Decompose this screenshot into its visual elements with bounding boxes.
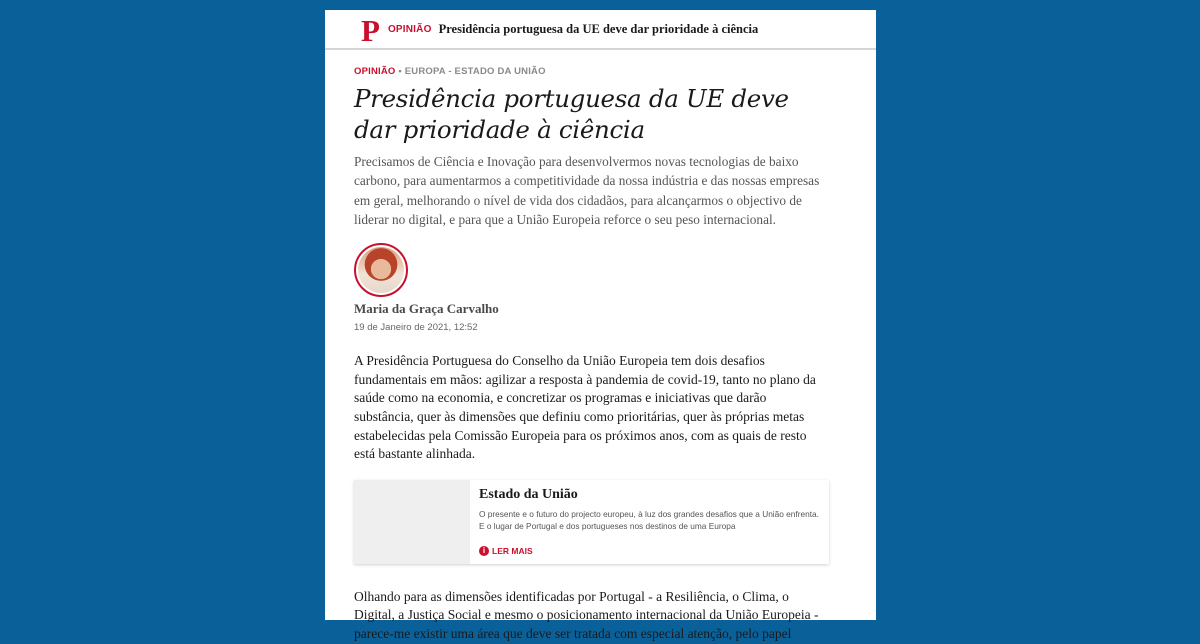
article-paragraph: Olhando para as dimensões identificadas por Portugal - a Resiliência, o Clima, o Digital, a Justiça Social e mesmo o posicionamento internacional da União Europeia - parece-me existir uma área que deve ser tratada com especial atenção, pelo papel	[354, 588, 819, 641]
kicker-section-link[interactable]: OPINIÃO	[354, 66, 396, 77]
article-paragraph: A Presidência Portuguesa do Conselho da União Europeia tem dois desafios fundamentais em mãos: agilizar a resposta à pandemia de covid-19, tanto no plano da saúde como na economia, e concretizar os programas e iniciativas que darão substância, quer às dimensões que definiu como prioritárias, quer às próprias metas estabelecidas pela Comissão Europeia para os próximos anos, com as quais de resto está bastante alinhada.	[354, 353, 816, 462]
kicker-topics-link[interactable]: • EUROPA - ESTADO DA UNIÃO	[398, 66, 546, 77]
author-avatar[interactable]	[354, 243, 408, 297]
site-header	[325, 10, 876, 50]
author-photo	[358, 247, 404, 293]
article-content	[354, 66, 829, 644]
read-more-label: LER MAIS	[492, 545, 533, 556]
related-series-card[interactable]	[354, 480, 829, 564]
publish-date: 19 de Janeiro de 2021, 12:52	[354, 322, 478, 334]
card-image-placeholder	[354, 480, 470, 564]
card-body	[470, 480, 829, 564]
read-more-link[interactable]	[479, 546, 533, 556]
publico-logo[interactable]: P	[361, 12, 380, 48]
header-section-label[interactable]: OPINIÃO	[387, 23, 432, 35]
article-title: Presidência portuguesa da UE deve dar prioridade à ciência	[354, 84, 789, 144]
article-kicker	[354, 66, 829, 77]
info-icon: i	[479, 546, 489, 556]
card-description: O presente e o futuro do projecto europeu, à luz dos grandes desafios que a União enfrenta. E o lugar de Portugal e dos portugueses nos destinos de uma Europa	[479, 508, 820, 534]
article-lead: Precisamos de Ciência e Inovação para desenvolvermos novas tecnologias de baixo carbono, para aumentarmos a competitividade da nossa indústria e das nossas empresas em geral, melhorando o nível de vida dos cidadãos, para alcançarmos o objectivo de liderar no digital, e para que a União Europeia reforce o seu peso internacional.	[354, 154, 820, 227]
header-article-title: Presidência portuguesa da UE deve dar prioridade à ciência	[438, 21, 759, 36]
article-page	[325, 10, 876, 641]
author-name[interactable]: Maria da Graça Carvalho	[354, 301, 499, 317]
card-title[interactable]: Estado da União	[479, 486, 578, 502]
